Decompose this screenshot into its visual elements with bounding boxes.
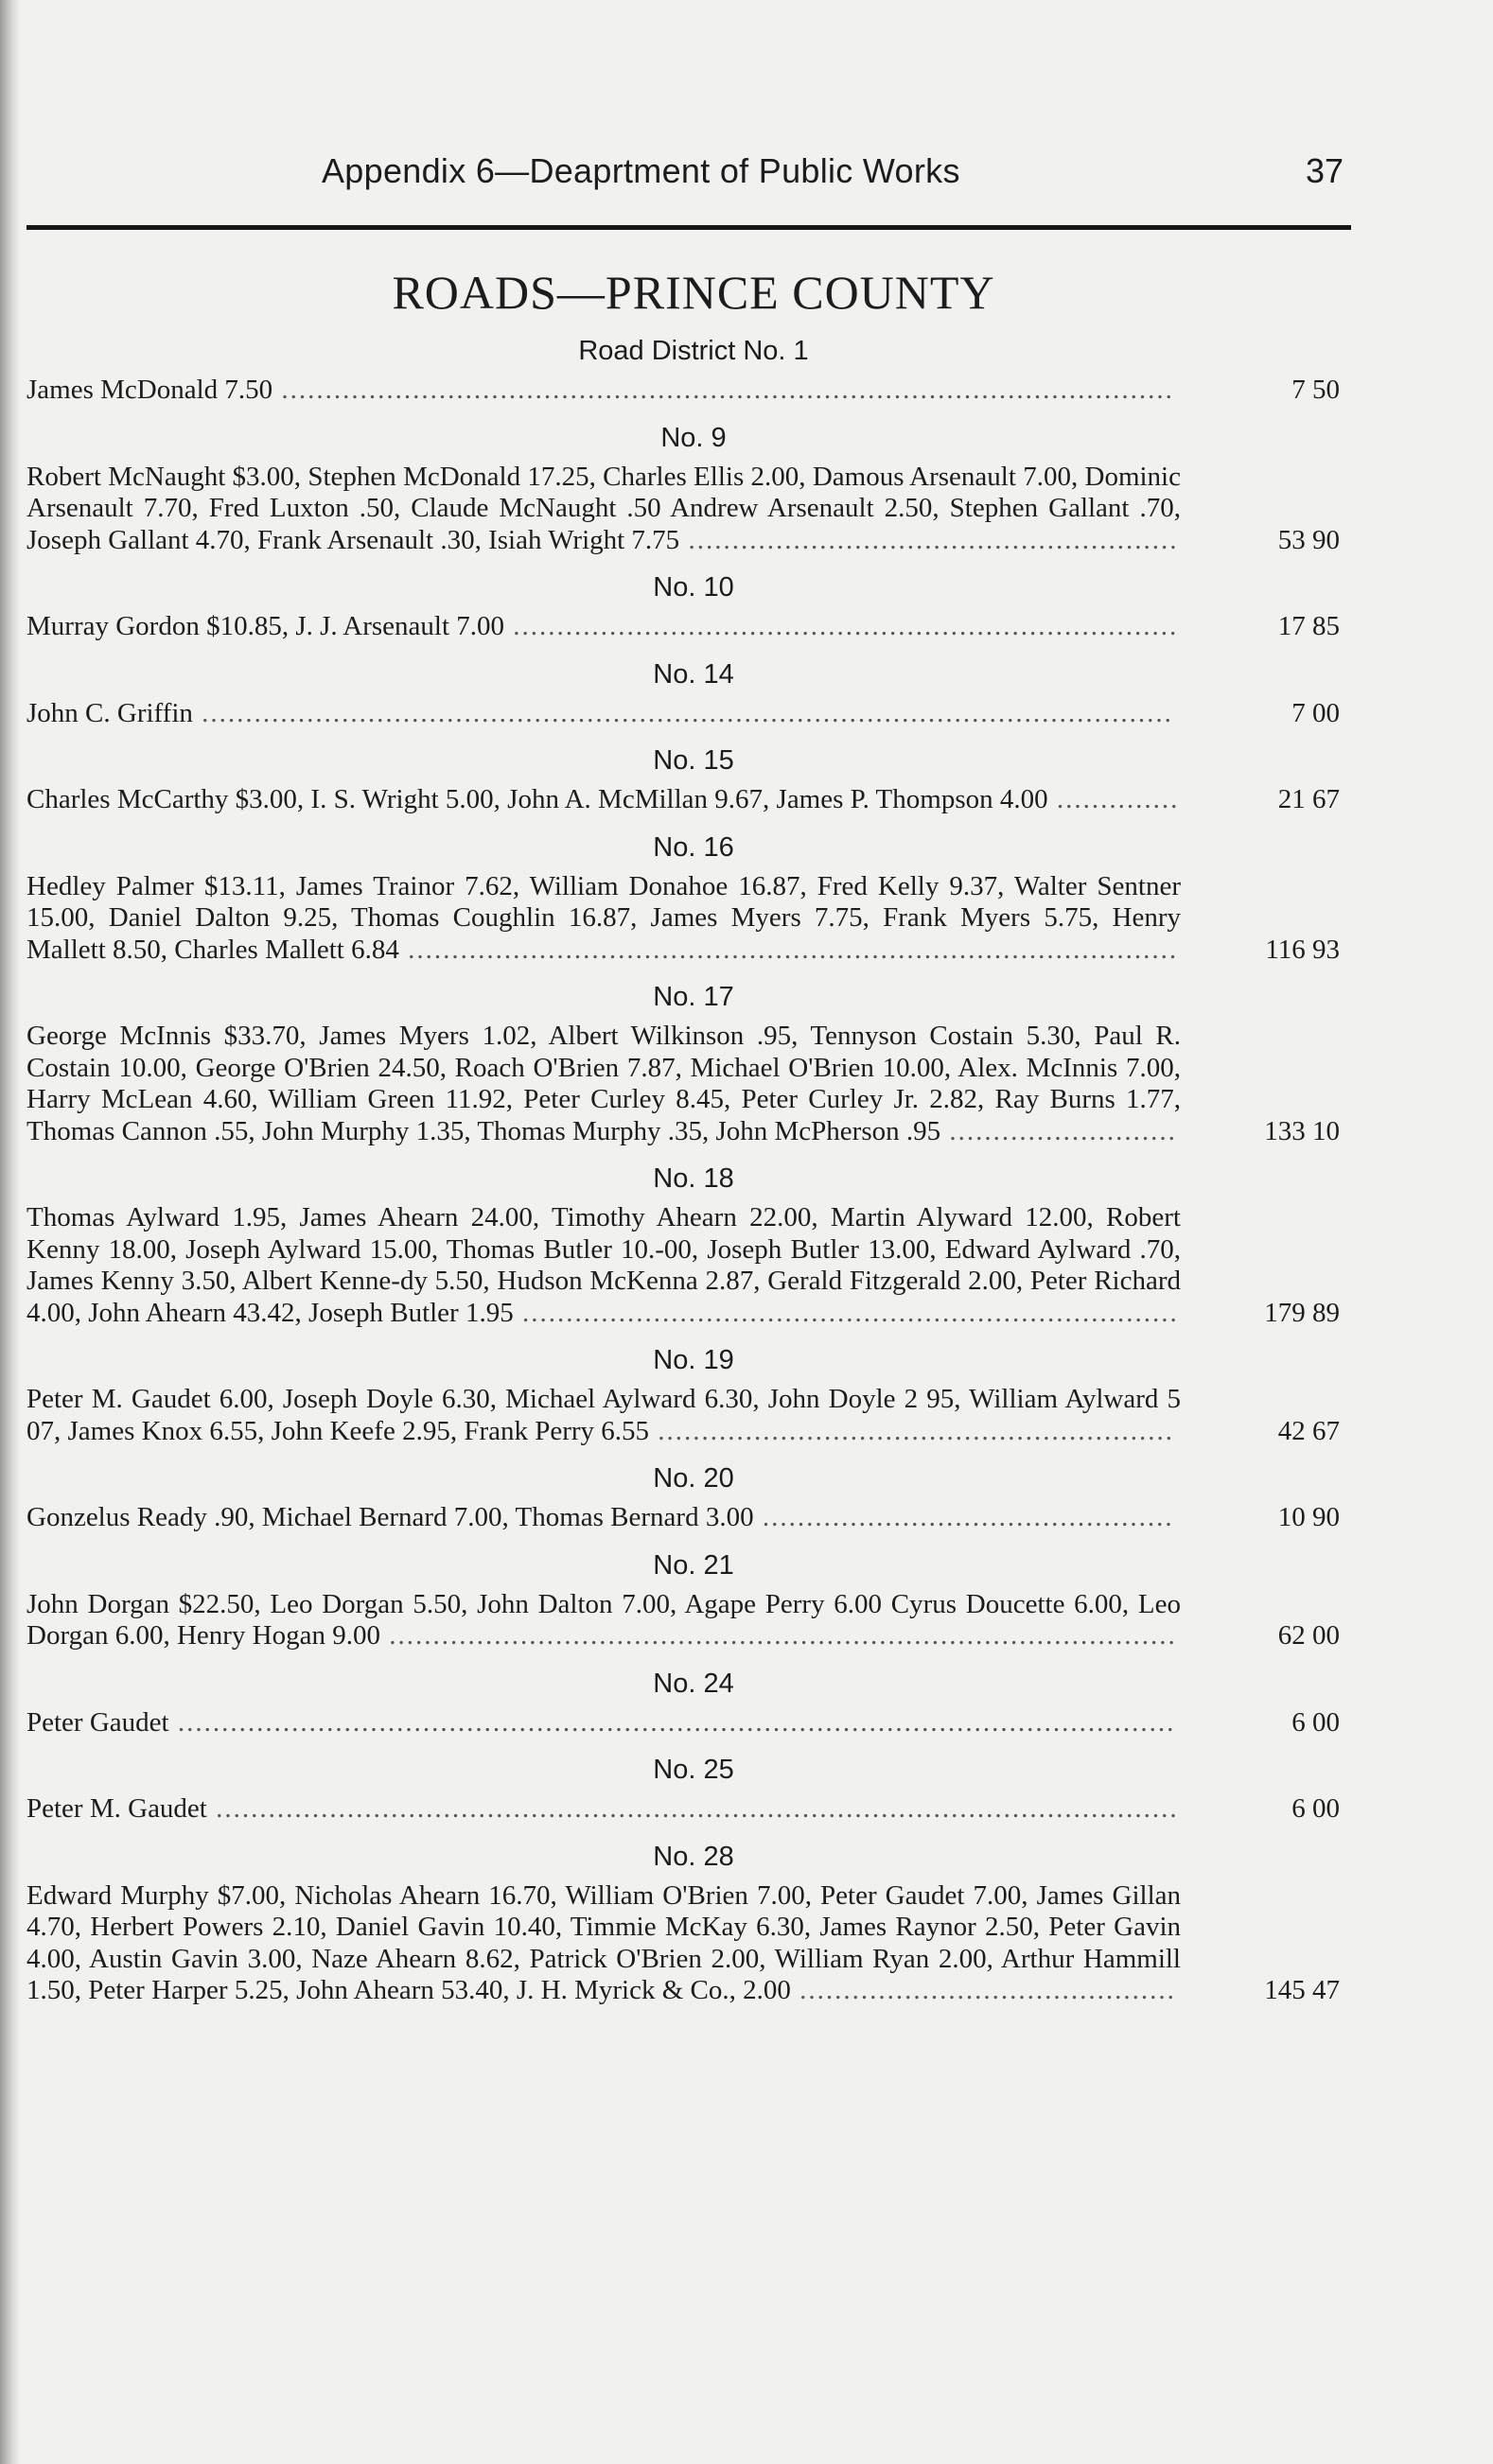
district-block bbox=[26, 655, 1351, 730]
district-heading: No. 18 bbox=[653, 1163, 734, 1194]
leader-dots: ........................................................... bbox=[649, 1415, 1175, 1446]
district-block bbox=[26, 568, 1351, 643]
entry-amount: 17 85 bbox=[1277, 611, 1340, 641]
entry-amount: 21 67 bbox=[1277, 784, 1340, 814]
entry-text bbox=[26, 1202, 1188, 1329]
district-block bbox=[26, 1546, 1351, 1652]
leader-dots: ........................................... bbox=[790, 1975, 1176, 2005]
district-entry bbox=[26, 611, 1351, 643]
entry-amount: 7 00 bbox=[1291, 697, 1340, 728]
entry-names: Peter M. Gaudet 6.00, Joseph Doyle 6.30, Michael Aylward 6.30, John Doyle 2 95, William Aylward 5 07, James Knox 6.55, John Keefe 2.95, Frank Perry 6.55 bbox=[26, 1384, 1181, 1446]
entry-text bbox=[26, 784, 1188, 816]
district-heading: No. 19 bbox=[653, 1345, 734, 1375]
entry-names: James McDonald 7.50 bbox=[26, 375, 273, 405]
entry-names: John Dorgan $22.50, Leo Dorgan 5.50, John Dalton 7.00, Agape Perry 6.00 Cyrus Doucette 6.00, Leo Dorgan 6.00, Henry Hogan 9.00 bbox=[26, 1588, 1181, 1651]
district-heading: No. 14 bbox=[653, 658, 734, 690]
district-heading: No. 9 bbox=[660, 422, 727, 453]
district-entry bbox=[26, 1502, 1351, 1534]
entry-names: Hedley Palmer $13.11, James Trainor 7.62, William Donahoe 16.87, Fred Kelly 9.37, Walter Sentner 15.00, Daniel Dalton 9.25, Thomas Coughlin 16.87, James Myers 7.75, Frank Myers 5.75, Henry Mallett 8.50, Charles Mallett 6.84 bbox=[26, 870, 1181, 965]
entry-text bbox=[26, 698, 1188, 730]
district-heading: No. 21 bbox=[653, 1549, 734, 1581]
leader-dots: .............................................................................................................. bbox=[206, 1793, 1179, 1824]
running-title: Appendix 6—Deaprtment of Public Works bbox=[322, 151, 960, 190]
entry-amount: 62 00 bbox=[1277, 1620, 1340, 1651]
entry-text bbox=[26, 375, 1188, 407]
page-header bbox=[0, 142, 1493, 199]
district-heading: No. 15 bbox=[653, 745, 734, 776]
district-block bbox=[26, 1750, 1351, 1826]
leader-dots: ........................................................................... bbox=[513, 1297, 1179, 1328]
entry-text bbox=[26, 1880, 1188, 2007]
district-block bbox=[26, 1664, 1351, 1739]
district-heading: No. 16 bbox=[653, 831, 734, 863]
entry-names: Gonzelus Ready .90, Michael Bernard 7.00, Thomas Bernard 3.00 bbox=[26, 1502, 754, 1532]
district-entry bbox=[26, 375, 1351, 407]
leader-dots: .......................... bbox=[940, 1115, 1177, 1146]
document-body bbox=[26, 265, 1351, 2017]
leader-dots: ............................................................................ bbox=[504, 611, 1179, 641]
entry-names: Edward Murphy $7.00, Nicholas Ahearn 16.70, William O'Brien 7.00, Peter Gaudet 7.00, James Gillan 4.70, Herbert Powers 2.10, Daniel Gavin 10.40, Timmie McKay 6.30, James Raynor 2.50, Peter Gavin 4.00, Austin Gavin 3.00, Naze Ahearn 8.62, Patrick O'Brien 2.00, William Ryan 2.00, Arthur Hammill 1.50, Peter Harper 5.25, John Ahearn 53.40, J. H. Myrick & Co., 2.00 bbox=[26, 1879, 1181, 2005]
entry-amount: 145 47 bbox=[1264, 1975, 1340, 2005]
entry-amount: 179 89 bbox=[1264, 1297, 1340, 1328]
entry-amount: 42 67 bbox=[1277, 1415, 1340, 1446]
entry-amount: 10 90 bbox=[1277, 1502, 1340, 1532]
entry-names: Charles McCarthy $3.00, I. S. Wright 5.00, John A. McMillan 9.67, James P. Thompson 4.00 bbox=[26, 784, 1048, 814]
district-entry bbox=[26, 698, 1351, 730]
entry-names: Robert McNaught $3.00, Stephen McDonald 17.25, Charles Ellis 2.00, Damous Arsenault 7.00, Dominic Arsenault 7.70, Fred Luxton .50, Claude McNaught .50 Andrew Arsenault 2.50, Stephen Gallant .70, Joseph Gallant 4.70, Frank Arsenault .30, Isiah Wright 7.75 bbox=[26, 461, 1181, 555]
district-block bbox=[26, 828, 1351, 967]
district-block bbox=[26, 1340, 1351, 1447]
district-entry bbox=[26, 1021, 1351, 1147]
district-heading: No. 28 bbox=[653, 1841, 734, 1872]
district-heading: Road District No. 1 bbox=[578, 336, 809, 366]
district-block bbox=[26, 331, 1351, 407]
entry-amount: 133 10 bbox=[1264, 1115, 1340, 1146]
page-edge bbox=[0, 0, 21, 2464]
leader-dots: .................................................................................................................. bbox=[168, 1706, 1176, 1738]
entry-amount: 116 93 bbox=[1265, 934, 1340, 965]
leader-dots: ........................................................ bbox=[679, 524, 1179, 555]
leader-dots: .............. bbox=[1047, 784, 1180, 814]
entry-amount: 6 00 bbox=[1291, 1793, 1340, 1824]
district-entry bbox=[26, 784, 1351, 816]
district-entry bbox=[26, 1589, 1351, 1652]
district-heading: No. 20 bbox=[653, 1463, 734, 1494]
district-entry bbox=[26, 1384, 1351, 1447]
district-entry bbox=[26, 1707, 1351, 1739]
entry-text bbox=[26, 1384, 1188, 1447]
entry-text bbox=[26, 462, 1188, 557]
district-heading: No. 25 bbox=[653, 1755, 734, 1785]
entry-text bbox=[26, 1589, 1188, 1652]
entry-text bbox=[26, 1502, 1188, 1534]
district-heading: No. 24 bbox=[653, 1668, 734, 1699]
entry-amount: 53 90 bbox=[1277, 524, 1340, 555]
page-title: ROADS—PRINCE COUNTY bbox=[392, 266, 995, 319]
district-entry bbox=[26, 1202, 1351, 1329]
page-number: 37 bbox=[1306, 151, 1344, 190]
entry-names: Peter M. Gaudet bbox=[26, 1793, 207, 1824]
entry-names: Murray Gordon $10.85, J. J. Arsenault 7.00 bbox=[26, 611, 505, 641]
entry-text bbox=[26, 611, 1188, 643]
entry-amount: 6 00 bbox=[1291, 1706, 1340, 1738]
leader-dots: ...................................................................................................... bbox=[272, 375, 1174, 405]
entry-names: George McInnis $33.70, James Myers 1.02, Albert Wilkinson .95, Tennyson Costain 5.30, Paul R. Costain 10.00, George O'Brien 24.50, Roach O'Brien 7.87, Michael O'Brien 10.00, Alex. McInnis 7.00, Harry McLean 4.60, William Green 11.92, Peter Curley 8.45, Peter Curley Jr. 2.82, Ray Burns 1.77, Thomas Cannon .55, John Murphy 1.35, Thomas Murphy .35, John McPherson .95 bbox=[26, 1021, 1181, 1146]
entry-amount: 7 50 bbox=[1291, 375, 1340, 405]
district-block bbox=[26, 1459, 1351, 1534]
district-entry bbox=[26, 1793, 1351, 1826]
district-entry bbox=[26, 462, 1351, 557]
district-block bbox=[26, 1837, 1351, 2007]
district-entry bbox=[26, 871, 1351, 967]
leader-dots: ............................................... bbox=[753, 1502, 1174, 1532]
entry-names: John C. Griffin bbox=[26, 697, 193, 728]
entry-names: Thomas Aylward 1.95, James Ahearn 24.00, Timothy Ahearn 22.00, Martin Alyward 12.00, Robert Kenny 18.00, Joseph Aylward 15.00, Thomas Butler 10.-00, Joseph Butler 13.00, Edward Aylward .70, James Kenny 3.50, Albert Kenne-dy 5.50, Hudson McKenna 2.87, Gerald Fitzgerald 2.00, Peter Richard 4.00, John Ahearn 43.42, Joseph Butler 1.95 bbox=[26, 1202, 1181, 1328]
leader-dots: ............................................................................................................... bbox=[192, 697, 1173, 728]
entry-text bbox=[26, 871, 1188, 967]
header-rule bbox=[26, 225, 1351, 230]
district-block bbox=[26, 418, 1351, 557]
entry-names: Peter Gaudet bbox=[26, 1706, 169, 1738]
entry-text bbox=[26, 1021, 1188, 1147]
district-block bbox=[26, 741, 1351, 816]
district-block bbox=[26, 1159, 1351, 1329]
leader-dots: .......................................................................................... bbox=[379, 1620, 1177, 1651]
district-heading: No. 10 bbox=[653, 572, 734, 603]
district-entry bbox=[26, 1880, 1351, 2007]
district-list bbox=[26, 331, 1351, 2007]
leader-dots: ........................................................................................ bbox=[398, 934, 1179, 965]
district-heading: No. 17 bbox=[653, 982, 734, 1012]
entry-text bbox=[26, 1707, 1188, 1739]
entry-text bbox=[26, 1793, 1188, 1826]
district-block bbox=[26, 977, 1351, 1147]
